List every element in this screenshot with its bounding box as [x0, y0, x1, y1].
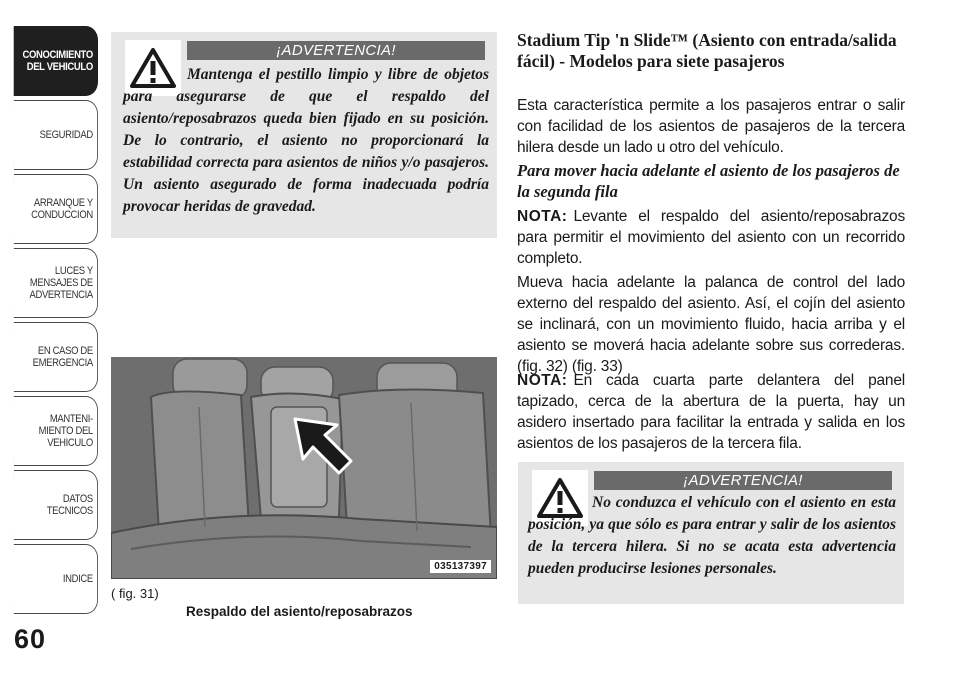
nota-paragraph-2: [517, 370, 905, 454]
intro-paragraph: Esta característica permite a los pasajeros entrar o salir con facilidad de los asientos de pasajeros de la tercera hilera desde un lado u otro del vehículo.: [517, 97, 905, 156]
tab-arranque-y-conduccion[interactable]: ARRANQUE Y CONDUCCION: [14, 174, 98, 244]
instruction-paragraph: Mueva hacia adelante la palanca de control del lado externo del respaldo del asiento. Así, el cojín del asiento se inclinará, con un movimiento fluido, hacia arriba y el asiento se moverá hacia adelante sobre sus correderas. (fig. 32) (fig. 33): [517, 274, 905, 375]
figure-code: 035137397: [430, 560, 491, 573]
seat-backrest-photo: [111, 357, 497, 579]
nota-text: Levante el respaldo del asiento/reposabrazos para permitir el movimiento del asiento con un recorrido completo.: [517, 208, 905, 267]
warning-box-driving: [518, 462, 904, 604]
page-number: 60: [14, 624, 47, 654]
tab-en-caso-de-emergencia[interactable]: EN CASO DE EMERGENCIA: [14, 322, 98, 392]
tab-luces-y-mensajes[interactable]: LUCES Y MENSAJES DE ADVERTENCIA: [14, 248, 98, 318]
tab-seguridad[interactable]: SEGURIDAD: [14, 100, 98, 170]
figure-caption: Respaldo del asiento/reposabrazos: [186, 604, 413, 619]
tab-mantenimiento[interactable]: MANTENI- MIENTO DEL VEHICULO: [14, 396, 98, 466]
nota-label: NOTA:: [517, 208, 568, 225]
tab-datos-tecnicos[interactable]: DATOS TECNICOS: [14, 470, 98, 540]
warning-box-latch: [111, 32, 497, 238]
warning-heading: ¡ADVERTENCIA!: [187, 41, 485, 60]
warning-text: Mantenga el pestillo limpio y libre de objetos para asegurarse de que el respaldo del asiento/reposabrazos queda bien fijado en su posición. De lo contrario, el asiento no proporcionará la estabilidad correcta para asientos de niños y/o pasajeros. Un asiento asegurado de forma inadecuada podría provocar heridas de gravedad.: [123, 66, 489, 215]
nota-label: NOTA:: [517, 372, 568, 389]
nota-text: En cada cuarta parte delantera del panel tapizado, cerca de la abertura de la puerta, hay un asidero insertado para facilitar la entrada y salida en los asientos de los pasajeros de la tercera fila.: [517, 372, 905, 452]
warning-text: No conduzca el vehículo con el asiento en esta posición, ya que sólo es para entrar y salir de los asientos de la tercera hilera. Si no se acata esta advertencia pueden producirse lesiones personales.: [528, 494, 896, 577]
section-title: Stadium Tip 'n Slide™ (Asiento con entrada/salida fácil) - Modelos para siete pasajeros: [517, 30, 897, 71]
warning-heading: ¡ADVERTENCIA!: [594, 471, 892, 490]
figure-label: ( fig. 31): [111, 586, 159, 601]
subheading: Para mover hacia adelante el asiento de los pasajeros de la segunda fila: [517, 161, 900, 201]
seat-illustration: [111, 357, 497, 579]
tab-conocimiento-del-vehiculo[interactable]: CONOCIMIENTO DEL VEHICULO: [14, 26, 98, 96]
nota-paragraph-1: [517, 206, 905, 269]
tab-indice[interactable]: INDICE: [14, 544, 98, 614]
